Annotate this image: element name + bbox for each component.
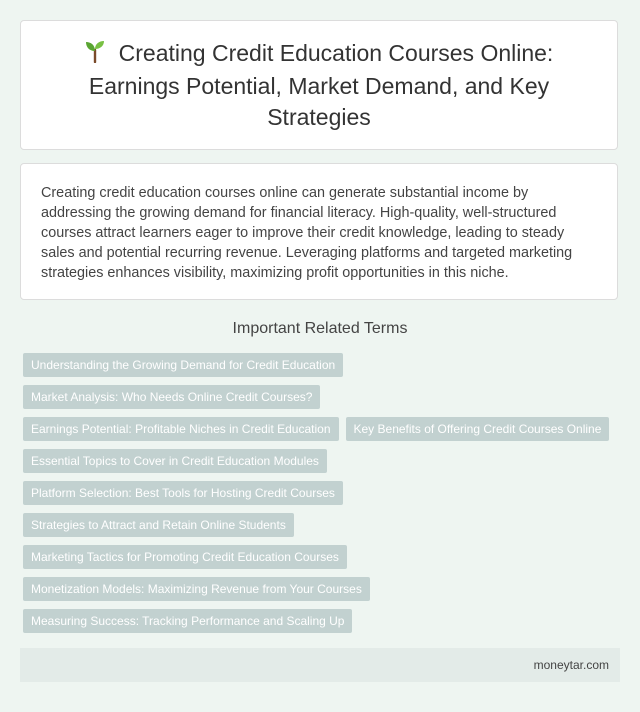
page-title bbox=[51, 38, 587, 133]
tag-row bbox=[23, 481, 623, 513]
related-term-tag[interactable]: Marketing Tactics for Promoting Credit Education Courses bbox=[23, 545, 347, 569]
related-term-tag[interactable]: Understanding the Growing Demand for Credit Education bbox=[23, 353, 343, 377]
related-term-tag[interactable]: Key Benefits of Offering Credit Courses Online bbox=[346, 417, 610, 441]
related-term-tag[interactable]: Earnings Potential: Profitable Niches in Credit Education bbox=[23, 417, 339, 441]
related-terms-list bbox=[23, 353, 623, 641]
tag-row bbox=[23, 545, 623, 577]
tag-row bbox=[23, 449, 623, 481]
related-term-tag[interactable]: Platform Selection: Best Tools for Hosting Credit Courses bbox=[23, 481, 343, 505]
related-term-tag[interactable]: Strategies to Attract and Retain Online Students bbox=[23, 513, 294, 537]
tag-row bbox=[23, 577, 623, 609]
tag-row bbox=[23, 513, 623, 545]
related-term-tag[interactable]: Essential Topics to Cover in Credit Education Modules bbox=[23, 449, 327, 473]
summary-text: Creating credit education courses online can generate substantial income by addressing the growing demand for financial literacy. High-quality, well-structured courses attract learners eager to improve their credit knowledge, leading to steady sales and potential recurring revenue. Leveraging platforms and targeted marketing strategies enhances visibility, maximizing profit opportunities in this niche. bbox=[41, 185, 573, 281]
related-terms-heading: Important Related Terms bbox=[232, 320, 408, 337]
summary-card bbox=[20, 163, 618, 300]
title-card bbox=[20, 20, 618, 150]
footer-site-link[interactable]: moneytar.com bbox=[533, 658, 609, 672]
tag-row bbox=[23, 385, 623, 417]
page-title-text: Creating Credit Education Courses Online: Earnings Potential, Market Demand, and Key Strategies bbox=[88, 39, 554, 130]
tag-row bbox=[23, 609, 623, 641]
footer bbox=[20, 648, 620, 682]
related-term-tag[interactable]: Monetization Models: Maximizing Revenue from Your Courses bbox=[23, 577, 370, 601]
related-term-tag[interactable]: Measuring Success: Tracking Performance and Scaling Up bbox=[23, 609, 352, 633]
tag-row bbox=[23, 353, 623, 385]
related-term-tag[interactable]: Market Analysis: Who Needs Online Credit Courses? bbox=[23, 385, 320, 409]
sprout-icon bbox=[85, 39, 105, 71]
tag-row bbox=[23, 417, 623, 449]
